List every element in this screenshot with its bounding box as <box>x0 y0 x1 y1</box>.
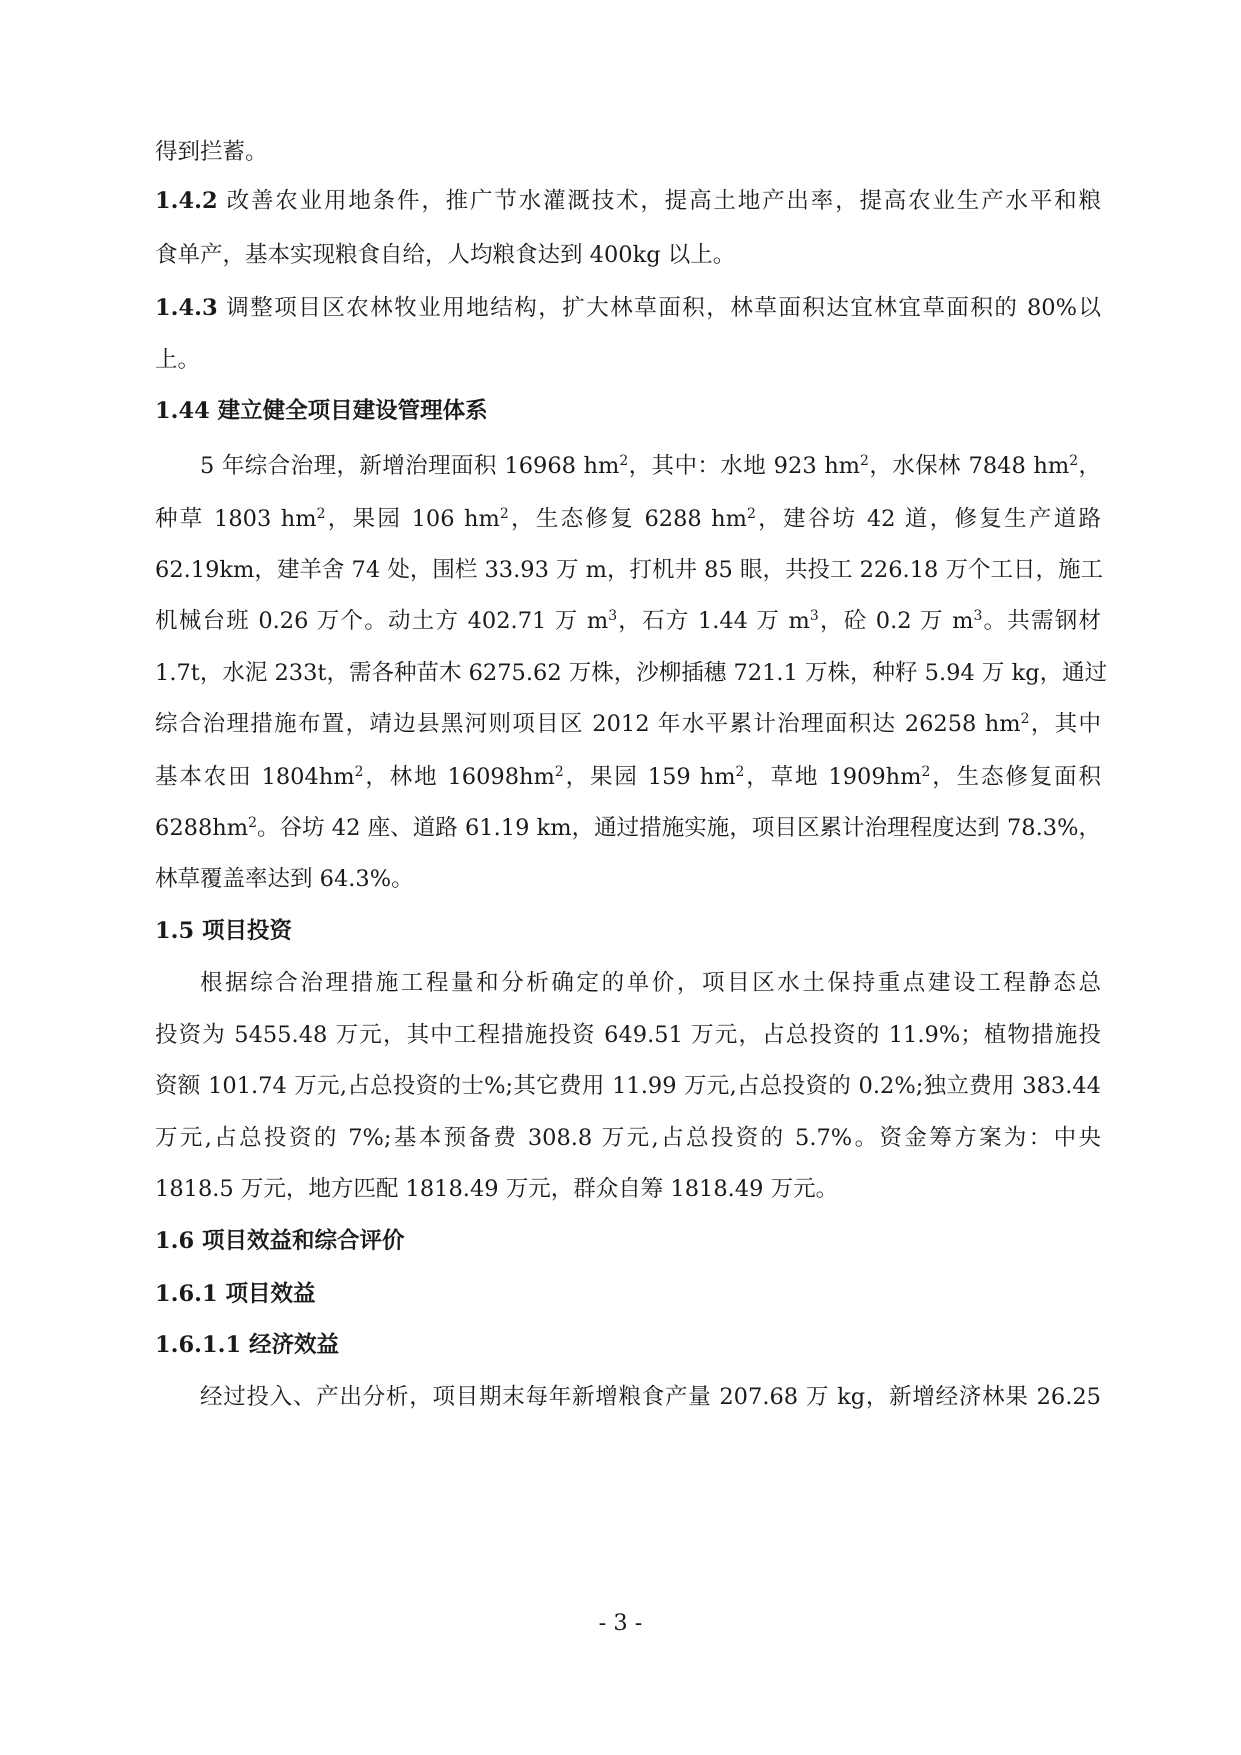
text-run: 得到拦蓄。 <box>155 139 268 165</box>
superscript: 2 <box>248 815 257 832</box>
bold-run: 1.4.2 <box>155 188 218 214</box>
text-line <box>155 186 1101 216</box>
text-run: 改善农业用地条件，推广节水灌溉技术，提高土地产出率，提高农业生产水平和粮 <box>217 188 1101 214</box>
text-line <box>155 1123 1101 1153</box>
text-line <box>200 1382 1101 1412</box>
text-run: 万元,占总投资的 7%;基本预备费 308.8 万元,占总投资的 5.7%。资金筹方案为：中央 <box>155 1125 1101 1151</box>
text-run: ，建谷坊 42 道，修复生产道路 <box>755 506 1101 532</box>
subsection-heading <box>155 1279 1101 1309</box>
text-run: 种草 1803 hm <box>155 506 317 532</box>
text-line <box>155 709 1101 739</box>
text-run: ，生态修复面积 <box>930 764 1101 790</box>
text-run: 。谷坊 42 座、道路 61.19 km，通过措施实施，项目区累计治理程度达到 78.3%， <box>256 815 1101 841</box>
bold-run: 1.6 项目效益和综合评价 <box>155 1228 405 1254</box>
superscript: 2 <box>921 764 931 781</box>
bold-run: 1.44 建立健全项目建设管理体系 <box>155 398 488 424</box>
text-run: ，石方 1.44 万 m <box>617 608 810 634</box>
superscript: 2 <box>554 764 564 781</box>
text-line <box>155 137 1101 167</box>
superscript: 3 <box>608 608 618 625</box>
text-run: 6288hm <box>155 815 249 841</box>
text-line <box>155 762 1101 792</box>
text-line <box>155 1174 1101 1204</box>
text-run: 1818.5 万元，地方匹配 1818.49 万元，群众自筹 1818.49 万元。 <box>155 1176 839 1202</box>
text-run: 食单产，基本实现粮食自给，人均粮食达到 400kg 以上。 <box>155 242 736 268</box>
section-heading <box>155 1226 1101 1256</box>
text-line <box>155 1020 1101 1050</box>
text-line <box>155 240 1101 270</box>
text-run: ，其中：水地 923 hm <box>628 453 861 479</box>
superscript: 2 <box>619 453 629 470</box>
text-run: 投资为 5455.48 万元，其中工程措施投资 649.51 万元，占总投资的 11.9%；植物措施投 <box>155 1022 1101 1048</box>
section-heading <box>155 916 1101 946</box>
subsection-heading <box>155 1330 1101 1360</box>
text-run: ，果园 106 hm <box>325 506 500 532</box>
section-heading <box>155 396 1101 426</box>
text-run: 林草覆盖率达到 64.3%。 <box>155 866 414 892</box>
text-run: 机械台班 0.26 万个。动土方 402.71 万 m <box>155 608 609 634</box>
superscript: 2 <box>354 764 364 781</box>
text-run: ，果园 159 hm <box>563 764 736 790</box>
text-line <box>155 1071 1101 1101</box>
bold-run: 1.6.1.1 经济效益 <box>155 1332 339 1358</box>
text-run: 1.7t，水泥 233t，需各种苗木 6275.62 万株，沙柳插穗 721.1 万株，种籽 5.94 万 kg，通过 <box>155 660 1108 686</box>
superscript: 3 <box>973 608 983 625</box>
superscript: 2 <box>1069 453 1079 470</box>
text-run: 根据综合治理措施工程量和分析确定的单价，项目区水土保持重点建设工程静态总 <box>200 970 1101 996</box>
text-line <box>155 555 1101 585</box>
text-run: 上。 <box>155 347 201 373</box>
text-run: ，林地 16098hm <box>363 764 555 790</box>
text-run: ，草地 1909hm <box>744 764 922 790</box>
text-run: 62.19km，建羊舍 74 处，围栏 33.93 万 m，打机井 85 眼，共投工 226.18 万个工日，施工 <box>155 557 1103 583</box>
text-run: 资额 101.74 万元,占总投资的士%;其它费用 11.99 万元,占总投资的 0.2%;独立费用 383.44 <box>155 1073 1101 1099</box>
superscript: 2 <box>1020 711 1030 728</box>
text-run: 综合治理措施布置，靖边县黑河则项目区 2012 年水平累计治理面积达 26258 hm <box>155 711 1021 737</box>
text-line <box>155 293 1101 323</box>
superscript: 2 <box>316 506 326 523</box>
text-run: 。共需钢材 <box>982 608 1101 634</box>
text-run: ，水保林 7848 hm <box>868 453 1070 479</box>
superscript: 2 <box>747 506 756 523</box>
text-line <box>155 345 1101 375</box>
superscript: 2 <box>735 764 745 781</box>
superscript: 2 <box>860 453 869 470</box>
text-line <box>155 606 1101 636</box>
text-run: ，生态修复 6288 hm <box>508 506 747 532</box>
superscript: 3 <box>809 608 819 625</box>
text-run: 经过投入、产出分析，项目期末每年新增粮食产量 207.68 万 kg，新增经济林果 26.25 <box>200 1384 1101 1410</box>
bold-run: 1.6.1 项目效益 <box>155 1281 316 1307</box>
text-line <box>200 968 1101 998</box>
text-run: 调整项目区农林牧业用地结构，扩大林草面积，林草面积达宜林宜草面积的 80%以 <box>217 295 1101 321</box>
superscript: 2 <box>499 506 509 523</box>
text-line <box>155 864 1101 894</box>
text-run: ，砼 0.2 万 m <box>818 608 974 634</box>
text-line <box>155 658 1108 688</box>
bold-run: 1.4.3 <box>155 295 218 321</box>
text-line <box>155 504 1101 534</box>
text-run: ，其中 <box>1029 711 1101 737</box>
text-run: 基本农田 1804hm <box>155 764 355 790</box>
bold-run: 1.5 项目投资 <box>155 918 292 944</box>
text-run: ， <box>1078 453 1101 479</box>
page-number: - 3 - <box>598 1610 643 1636</box>
text-run: 5 年综合治理，新增治理面积 16968 hm <box>200 453 620 479</box>
text-line <box>200 451 1101 481</box>
text-line <box>155 813 1101 843</box>
